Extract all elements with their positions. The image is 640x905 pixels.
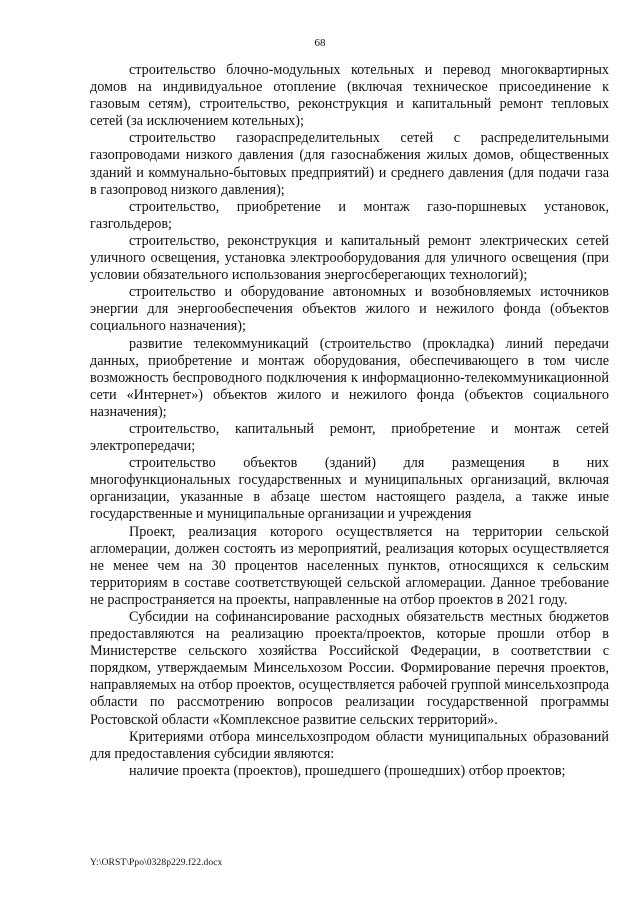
- footer-file-path: Y:\ORST\Ppo\0328p229.f22.docx: [90, 858, 223, 868]
- paragraph: строительство объектов (зданий) для размещения в них многофункциональных государственных и муниципальных организаций, включая организации, указанные в абзаце шестом настоящего раздела, а также иные государственные и муниципальные организации и учреждения: [90, 455, 609, 523]
- paragraph: строительство блочно-модульных котельных и перевод многоквартирных домов на индивидуальное отопление (включая техническое присоединение к газовым сетям), строительство, реконструкция и капитальный ремонт тепловых сетей (за исключением котельных);: [90, 62, 609, 130]
- paragraph: строительство газораспределительных сетей с распределительными газопроводами низкого давления (для газоснабжения жилых домов, общественных зданий и коммунально-бытовых предприятий) и среднего давления (для подачи газа в газопровод низкого давления);: [90, 130, 609, 198]
- paragraph: строительство, капитальный ремонт, приобретение и монтаж сетей электропередачи;: [90, 420, 609, 455]
- paragraph: развитие телекоммуникаций (строительство (прокладка) линий передачи данных, приобретение и монтаж оборудования, обеспечивающего в том числе возможность беспроводного подключения к информационно-телекоммуникационной сети «Интернет») объектов жилого и нежилого фонда (объектов социального назначения);: [90, 335, 609, 420]
- paragraph: Проект, реализация которого осуществляется на территории сельской агломерации, должен состоять из мероприятий, реализация которых осуществляется не менее чем на 30 процентов населенных пунктов, относящихся к сельским территориям в составе соответствующей сельской агломерации. Данное требование не распространяется на проекты, направленные на отбор проектов в 2021 году.: [90, 523, 609, 608]
- paragraph: Критериями отбора минсельхозпродом области муниципальных образований для предоставления субсидии являются:: [90, 728, 609, 762]
- paragraph: строительство и оборудование автономных и возобновляемых источников энергии для энергообеспечения объектов жилого и нежилого фонда (объектов социального назначения);: [90, 284, 609, 335]
- paragraph: строительство, приобретение и монтаж газо-поршневых установок, газгольдеров;: [90, 198, 609, 232]
- paragraph: строительство, реконструкция и капитальный ремонт электрических сетей уличного освещения, установка электрооборудования для уличного освещения (при условии обязательного использования энергосберегающих технологий);: [90, 232, 609, 284]
- paragraph: Субсидии на софинансирование расходных обязательств местных бюджетов предоставляются на реализацию проекта/проектов, которые прошли отбор в Министерстве сельского хозяйства Российской Федерации, в соответствии с порядком, утверждаемым Минсельхозом России. Формирование перечня проектов, направляемых на отбор проектов, осуществляется рабочей группой минсельхозпрода области по рассмотрению вопросов реализации государственной программы Ростовской области «Комплексное развитие сельских территорий».: [90, 609, 609, 728]
- page-number: 68: [314, 37, 326, 49]
- paragraph: наличие проекта (проектов), прошедшего (прошедших) отбор проектов;: [129, 762, 566, 779]
- document-body: [90, 62, 609, 780]
